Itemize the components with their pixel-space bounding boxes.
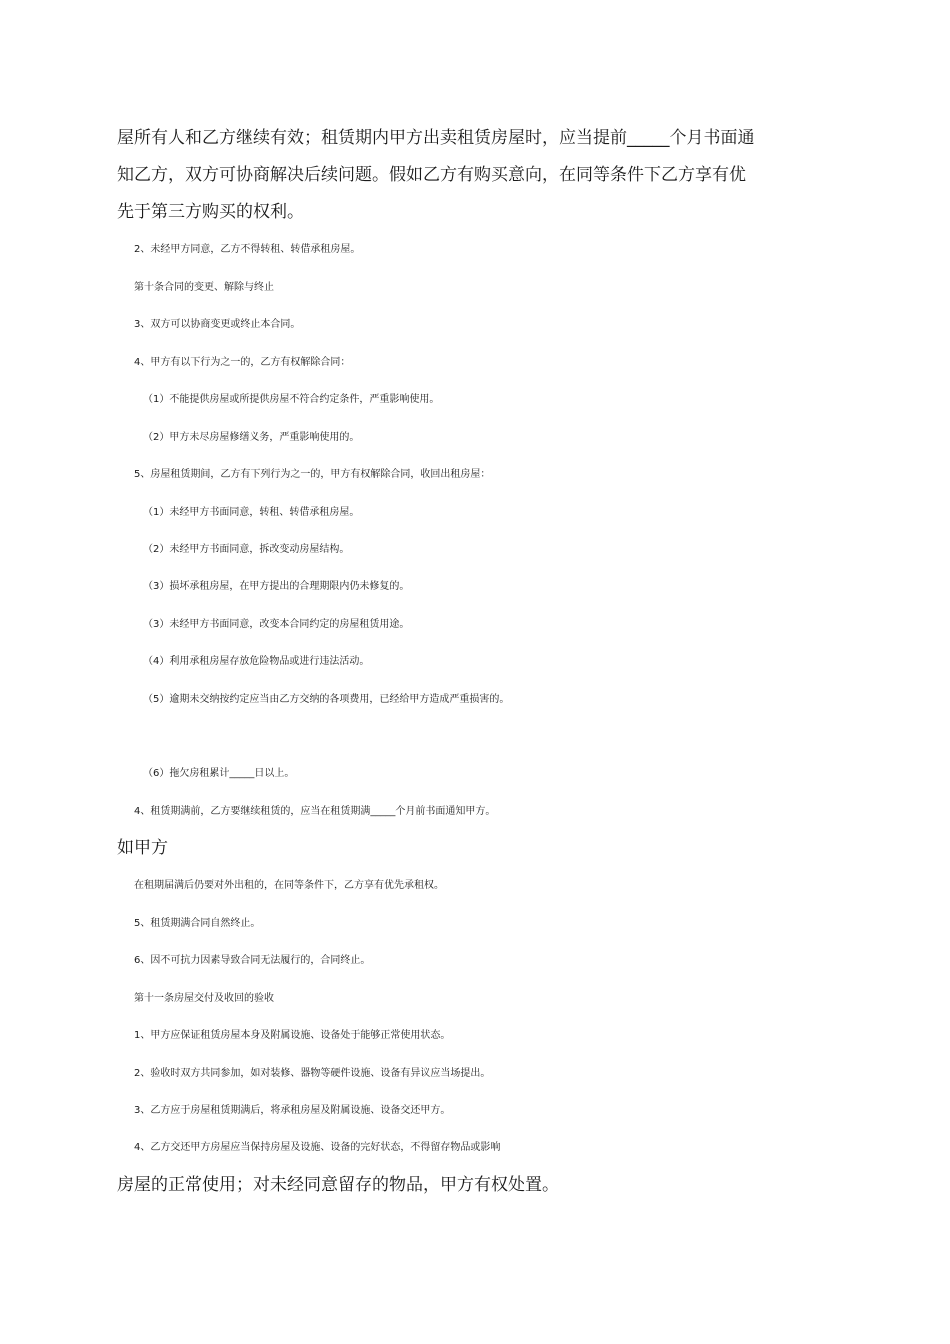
text-line: （2）甲方未尽房屋修缮义务，严重影响使用的。 <box>143 432 360 443</box>
text-line: （5）逾期未交纳按约定应当由乙方交纳的各项费用，已经给甲方造成严重损害的。 <box>143 694 510 705</box>
text-line: 5、房屋租赁期间，乙方有下列行为之一的，甲方有权解除合同，收回出租房屋： <box>134 469 491 480</box>
text-line: 知乙方，双方可协商解决后续问题。假如乙方有购买意向，在同等条件下乙方享有优 <box>117 165 746 185</box>
text-line: 4、乙方交还甲方房屋应当保持房屋及设施、设备的完好状态，不得留存物品或影响 <box>134 1142 501 1153</box>
text-line: 6、因不可抗力因素导致合同无法履行的，合同终止。 <box>134 955 371 966</box>
text-line: 先于第三方购买的权利。 <box>117 202 304 222</box>
section-heading: 第十一条房屋交付及收回的验收 <box>134 993 274 1004</box>
text-line: 2、验收时双方共同参加，如对装修、器物等硬件设施、设备有异议应当场提出。 <box>134 1068 491 1079</box>
text-line: 4、租赁期满前，乙方要继续租赁的，应当在租赁期满_____个月前书面通知甲方。 <box>134 806 496 817</box>
text-line: 屋所有人和乙方继续有效；租赁期内甲方出卖租赁房屋时，应当提前_____个月书面通 <box>117 128 755 148</box>
text-line: （2）未经甲方书面同意，拆改变动房屋结构。 <box>143 544 350 555</box>
text-line: 3、乙方应于房屋租赁期满后，将承租房屋及附属设施、设备交还甲方。 <box>134 1105 451 1116</box>
text-line: 3、双方可以协商变更或终止本合同。 <box>134 319 301 330</box>
text-line: 房屋的正常使用；对未经同意留存的物品，甲方有权处置。 <box>117 1175 559 1195</box>
text-line: 4、甲方有以下行为之一的，乙方有权解除合同： <box>134 357 351 368</box>
text-line: 5、租赁期满合同自然终止。 <box>134 918 261 929</box>
text-line: （6）拖欠房租累计_____日以上。 <box>143 768 295 779</box>
text-line: （1）未经甲方书面同意，转租、转借承租房屋。 <box>143 507 360 518</box>
text-line: （4）利用承租房屋存放危险物品或进行违法活动。 <box>143 656 370 667</box>
text-line: （3）损坏承租房屋，在甲方提出的合理期限内仍未修复的。 <box>143 581 410 592</box>
text-line: （1）不能提供房屋或所提供房屋不符合约定条件，严重影响使用。 <box>143 394 440 405</box>
text-line: （3）未经甲方书面同意，改变本合同约定的房屋租赁用途。 <box>143 619 410 630</box>
text-line: 2、未经甲方同意，乙方不得转租、转借承租房屋。 <box>134 244 361 255</box>
text-line: 如甲方 <box>117 838 168 858</box>
section-heading: 第十条合同的变更、解除与终止 <box>134 282 274 293</box>
text-line: 1、甲方应保证租赁房屋本身及附属设施、设备处于能够正常使用状态。 <box>134 1030 451 1041</box>
text-line: 在租期届满后仍要对外出租的，在同等条件下，乙方享有优先承租权。 <box>134 880 444 891</box>
